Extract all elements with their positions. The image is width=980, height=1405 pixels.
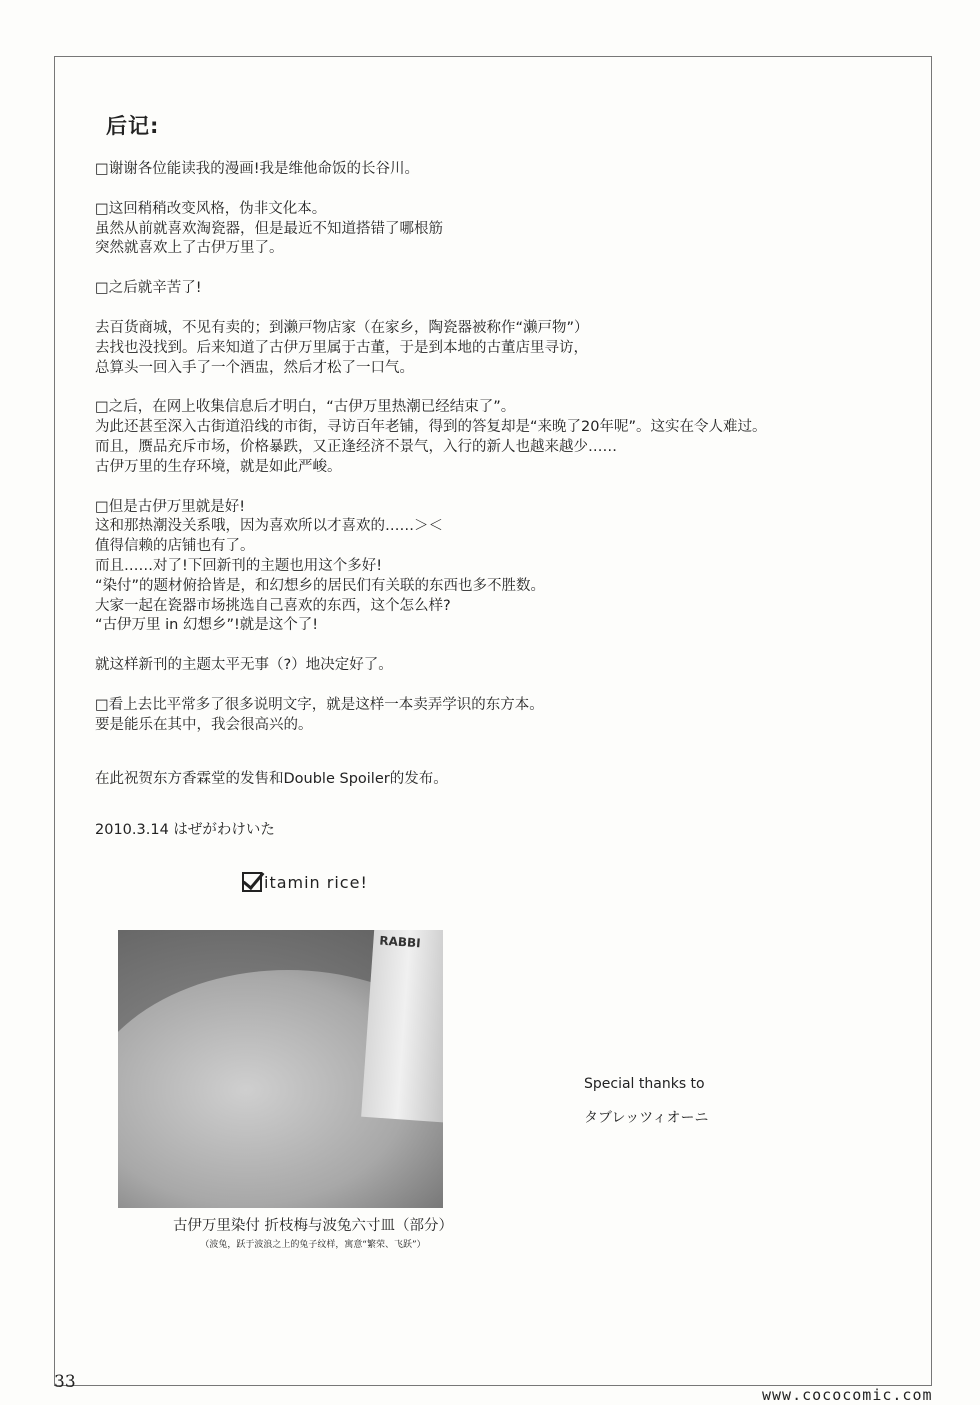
circle-logo (242, 872, 368, 892)
date-signature: 2010.3.14 はぜがわけいた (95, 822, 275, 838)
checkmark-box-icon (242, 872, 262, 892)
thanks-name: タブレッツィオーニ (584, 1110, 709, 1126)
text-line: 突然就喜欢上了古伊万里了。 (95, 240, 284, 257)
special-thanks (584, 1067, 708, 1135)
thanks-title: Special thanks to (584, 1076, 705, 1092)
photo-caption (118, 1214, 508, 1250)
text-line: □看上去比平常多了很多说明文字，就是这样一本卖弄学识的东方本。 (95, 696, 544, 713)
text-line: 大家一起在瓷器市场挑选自己喜欢的东西，这个怎么样? (95, 597, 451, 614)
text-line: 就这样新刊的主题太平无事（?）地决定好了。 (95, 657, 393, 674)
text-line: 去找也没找到。后来知道了古伊万里属于古董，于是到本地的古董店里寻访， (95, 339, 588, 356)
package-box (361, 930, 443, 1123)
text-line: “染付”的题材俯拾皆是，和幻想乡的居民们有关联的东西也多不胜数。 (95, 577, 546, 594)
text-line: □之后就辛苦了! (95, 280, 202, 297)
paragraph (95, 319, 925, 378)
logo-text: itamin rice! (264, 872, 368, 892)
text-line: 而且……对了!下回新刊的主题也用这个多好! (95, 557, 383, 574)
caption-main: 古伊万里染付 折枝梅与波兔六寸皿（部分） (172, 1218, 454, 1234)
text-line: 古伊万里的生存环境，就是如此严峻。 (95, 458, 342, 475)
caption-sub: （波兔，跃于波浪之上的兔子纹样，寓意“繁荣、飞跃”） (200, 1240, 426, 1250)
text-line: “古伊万里 in 幻想乡”!就是这个了! (95, 617, 319, 634)
paragraph (95, 498, 925, 637)
text-line: 而且，赝品充斥市场，价格暴跌，又正逢经济不景气，入行的新人也越来越少…… (95, 438, 617, 455)
text-line: 在此祝贺东方香霖堂的发售和Double Spoiler的发布。 (95, 770, 448, 787)
text-line: □之后，在网上收集信息后才明白，“古伊万里热潮已经结束了”。 (95, 399, 516, 416)
afterword-body (95, 160, 925, 809)
paragraph (95, 200, 925, 259)
paragraph (95, 696, 925, 736)
paragraph (95, 656, 925, 676)
plate-photo (118, 930, 443, 1208)
page-number: 33 (54, 1372, 76, 1392)
text-line: 总算头一回入手了一个酒盅，然后才松了一口气。 (95, 359, 414, 376)
text-line: □但是古伊万里就是好! (95, 498, 246, 515)
text-line: 虽然从前就喜欢淘瓷器，但是最近不知道搭错了哪根筋 (95, 220, 443, 237)
paragraph (95, 279, 925, 299)
text-line: □谢谢各位能读我的漫画!我是维他命饭的长谷川。 (95, 161, 420, 177)
text-line: 去百货商城，不见有卖的；到濑戸物店家（在家乡，陶瓷器被称作“濑戸物”） (95, 319, 589, 336)
text-line: □这回稍稍改变风格，伪非文化本。 (95, 200, 327, 217)
text-line: 为此还甚至深入古街道沿线的市街，寻访百年老铺，得到的答复却是“来晚了20年呢”。这实在令人难过。 (95, 419, 767, 436)
text-line: 要是能乐在其中，我会很高兴的。 (95, 716, 313, 733)
text-line: 值得信赖的店铺也有了。 (95, 538, 255, 555)
paragraph (95, 160, 925, 180)
text-line: 这和那热潮没关系哦，因为喜欢所以才喜欢的……＞＜ (95, 518, 443, 535)
paragraph (95, 770, 925, 790)
site-watermark: www.cococomic.com (762, 1386, 933, 1404)
box-label: RABBI (378, 933, 422, 951)
paragraph (95, 398, 925, 477)
page-heading: 后记: (106, 114, 160, 138)
